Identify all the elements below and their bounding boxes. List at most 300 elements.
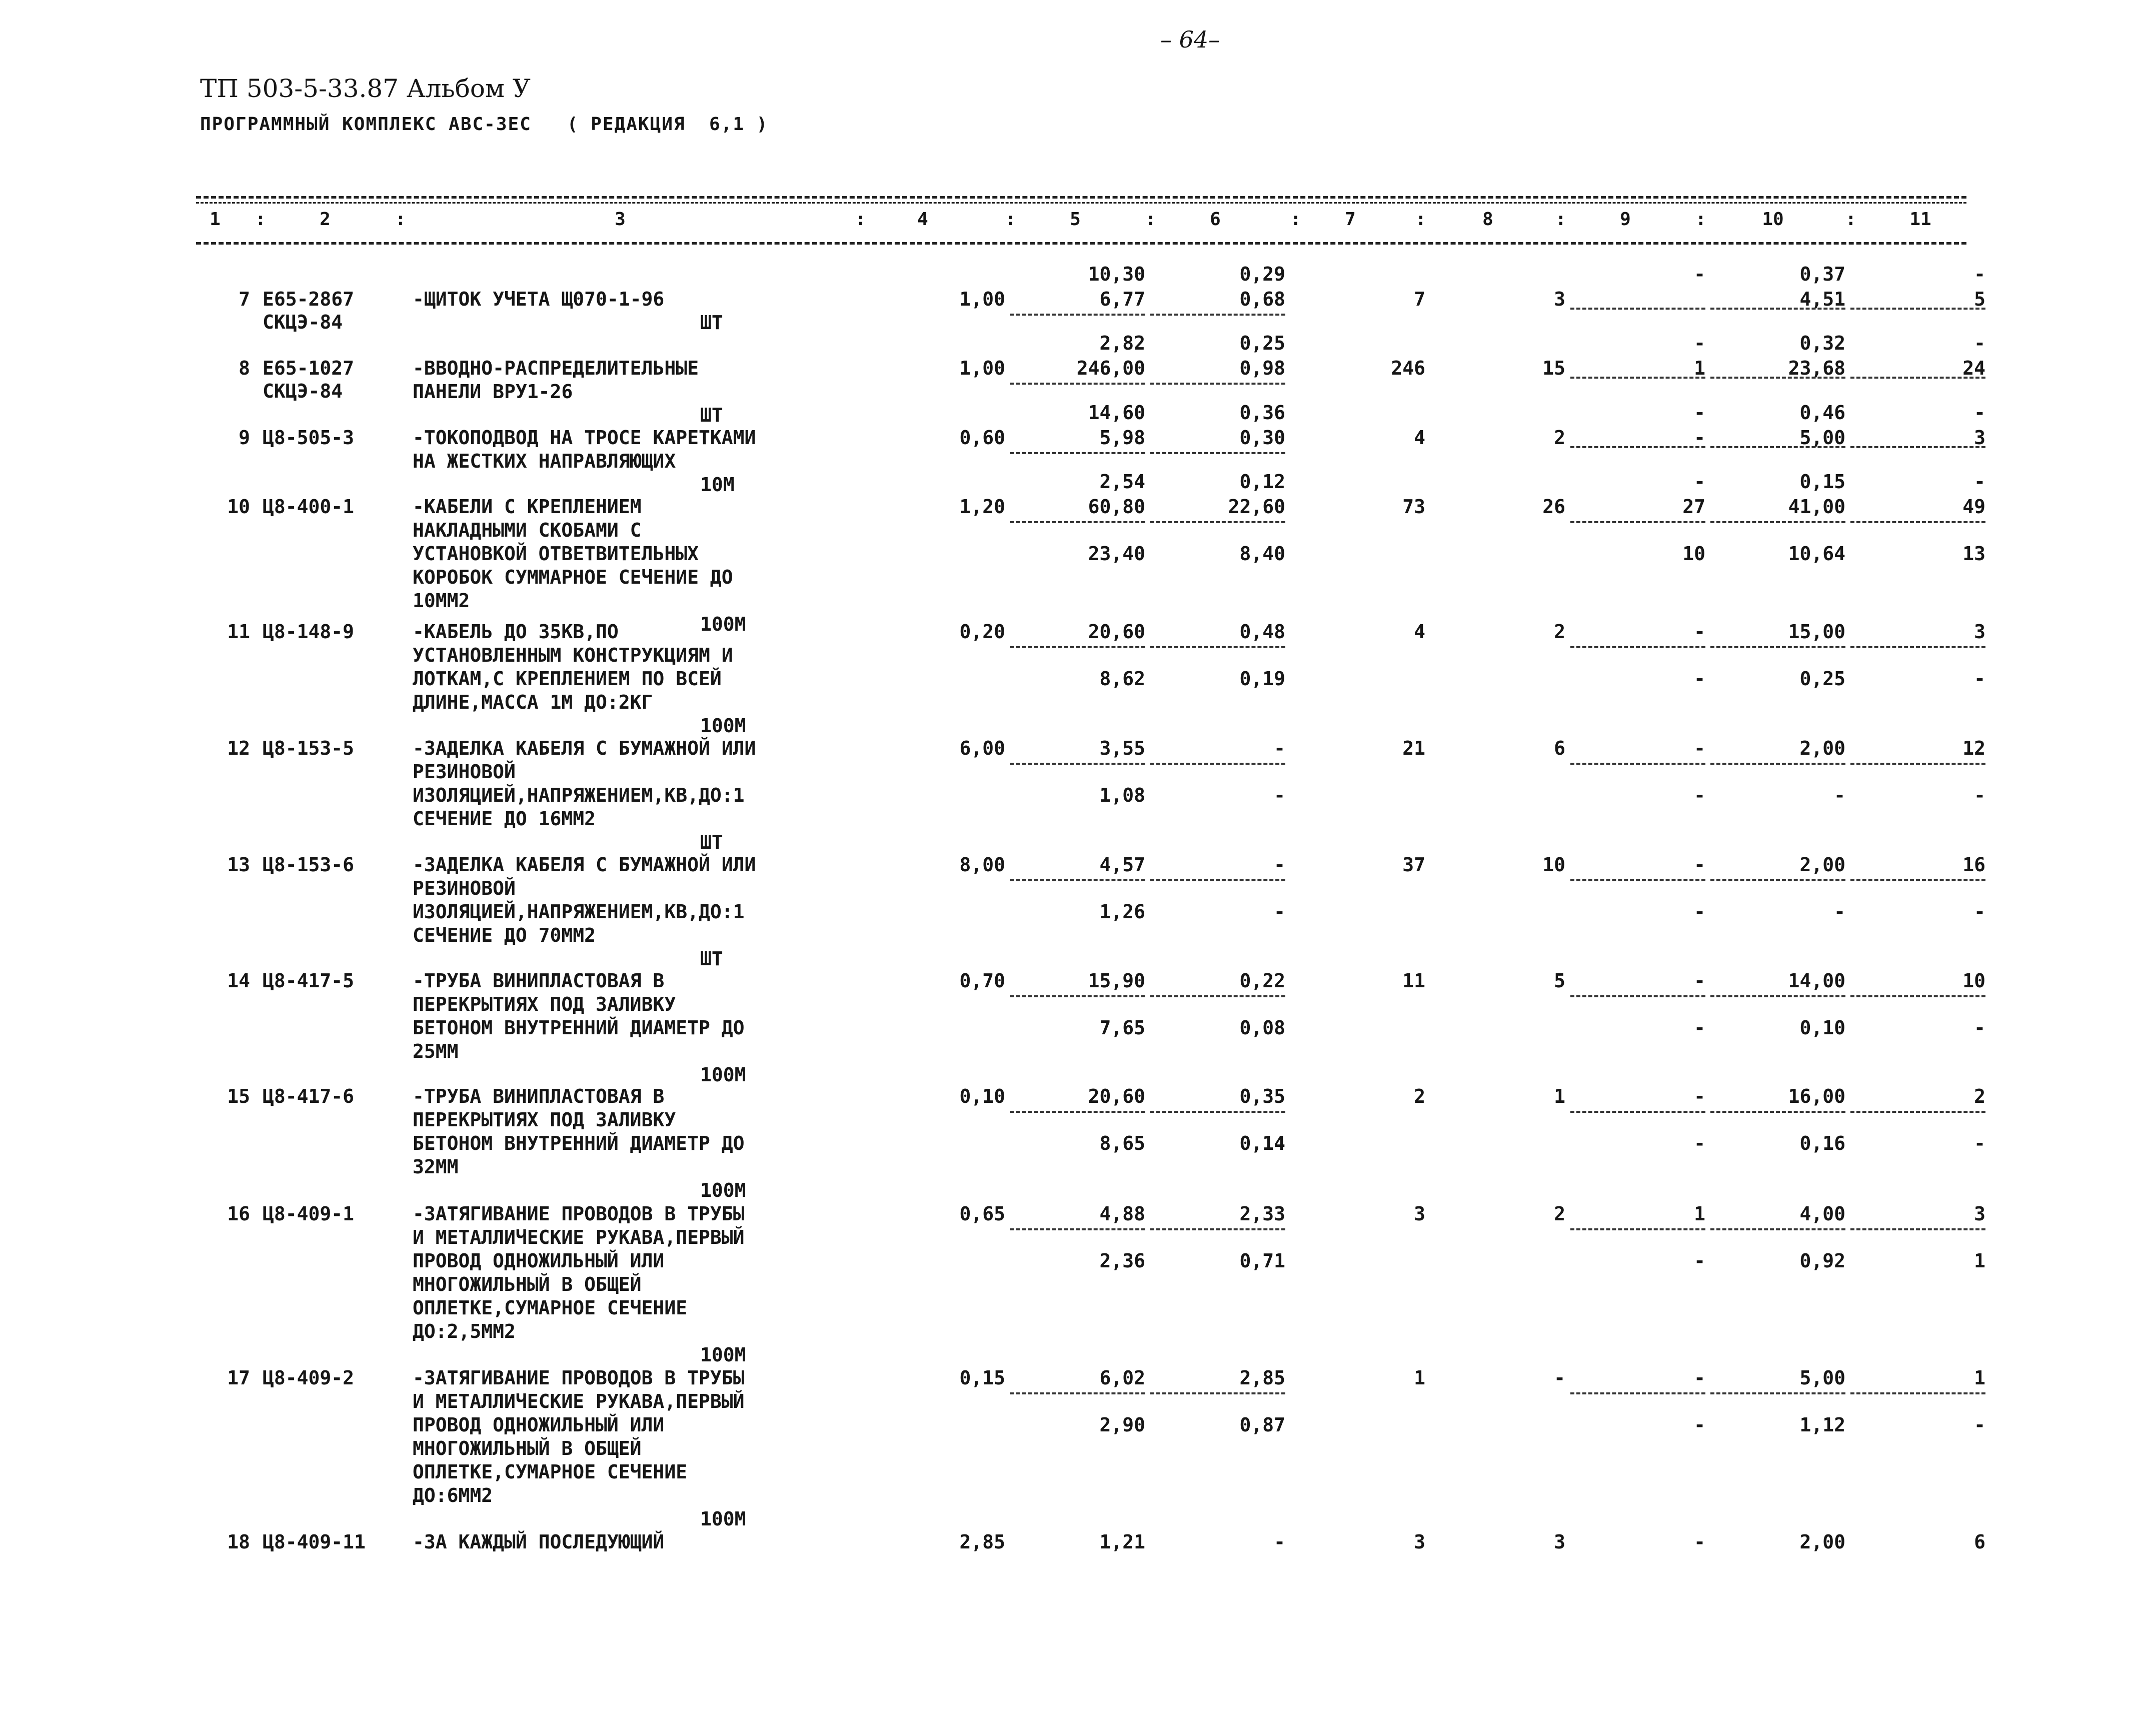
- value-separator: [1150, 452, 1285, 454]
- total-wage: 2: [1554, 1203, 1565, 1225]
- labor-total: 3: [1974, 621, 1985, 643]
- rate-code: Ц8-409-1: [263, 1203, 355, 1225]
- value-separator: [1570, 879, 1705, 881]
- row-number: 16: [227, 1203, 250, 1225]
- column-header-3: 3: [615, 209, 626, 230]
- total-cost: 3: [1414, 1203, 1425, 1225]
- rate-code: Ц8-153-5: [263, 737, 355, 759]
- work-description-line: -ЗАДЕЛКА КАБЕЛЯ С БУМАЖНОЙ ИЛИ: [413, 854, 756, 876]
- column-header-7: 7: [1345, 209, 1356, 230]
- rate-code: Ц8-409-2: [263, 1367, 355, 1389]
- unit-wage: -: [1274, 854, 1285, 876]
- unit-of-measure: ШТ: [700, 948, 723, 970]
- labor-total-bottom: 1: [1974, 1250, 1985, 1272]
- column-separator: :: [1845, 209, 1856, 230]
- column-header-9: 9: [1620, 209, 1631, 230]
- unit-of-measure: 100М: [700, 613, 746, 635]
- quantity: 0,20: [959, 621, 1005, 643]
- column-separator: :: [255, 209, 266, 230]
- work-description-line: БЕТОНОМ ВНУТРЕННИЙ ДИАМЕТР ДО: [413, 1017, 745, 1039]
- unit-wage: -: [1274, 737, 1285, 759]
- value-separator: [1570, 763, 1705, 765]
- machine-cost: -: [1694, 737, 1705, 759]
- total-cost: 11: [1402, 970, 1425, 992]
- unit-of-measure: 100М: [700, 1344, 746, 1366]
- unit-cost: 1,21: [1099, 1531, 1145, 1553]
- work-description-line: -ЩИТОК УЧЕТА Щ070-1-96: [413, 288, 665, 310]
- value-separator: [1710, 521, 1845, 523]
- labor-top: 0,37: [1799, 263, 1845, 285]
- rate-code: Ц8-409-11: [263, 1531, 366, 1553]
- labor-bottom: 0,92: [1799, 1250, 1845, 1272]
- unit-cost-bottom: 7,65: [1099, 1017, 1145, 1039]
- rate-code: Ц8-153-6: [263, 854, 355, 876]
- value-separator: [1150, 879, 1285, 881]
- unit-of-measure: 100М: [700, 715, 746, 737]
- quantity: 0,60: [959, 427, 1005, 449]
- machine-cost-bottom: -: [1694, 901, 1705, 923]
- quantity: 0,10: [959, 1085, 1005, 1107]
- total-cost: 1: [1414, 1367, 1425, 1389]
- work-description-line: 10ММ2: [413, 590, 470, 612]
- value-separator: [1150, 763, 1285, 765]
- unit-wage-bottom: 0,14: [1239, 1132, 1285, 1154]
- work-description-line: ДО:2,5ММ2: [413, 1320, 516, 1342]
- value-separator: [1710, 1392, 1845, 1394]
- machine-cost: -: [1694, 1085, 1705, 1107]
- unit-cost-top: 2,54: [1099, 471, 1145, 493]
- total-wage: 3: [1554, 1531, 1565, 1553]
- labor-total-bottom: -: [1974, 1414, 1985, 1436]
- labor-total-bottom: -: [1974, 784, 1985, 806]
- total-cost: 21: [1402, 737, 1425, 759]
- unit-of-measure: 100М: [700, 1179, 746, 1201]
- value-separator: [1150, 1228, 1285, 1230]
- unit-wage: 2,33: [1239, 1203, 1285, 1225]
- header-bottom-rule: [196, 242, 1966, 245]
- labor-total-bottom: 24: [1962, 357, 1985, 379]
- value-separator: [1010, 763, 1145, 765]
- row-number: 13: [227, 854, 250, 876]
- value-separator: [1010, 879, 1145, 881]
- total-cost: 4: [1414, 427, 1425, 449]
- unit-of-measure: 100М: [700, 1064, 746, 1086]
- row-number: 12: [227, 737, 250, 759]
- unit-wage: 0,30: [1239, 427, 1285, 449]
- unit-cost-bottom: 2,90: [1099, 1414, 1145, 1436]
- column-header-10: 10: [1762, 209, 1784, 230]
- machine-cost-top: -: [1694, 471, 1705, 493]
- unit-of-measure: 100М: [700, 1508, 746, 1530]
- work-description-line: ЛОТКАМ,С КРЕПЛЕНИЕМ ПО ВСЕЙ: [413, 668, 722, 690]
- value-separator: [1010, 314, 1145, 316]
- unit-wage: 0,98: [1239, 357, 1285, 379]
- unit-cost: 15,90: [1088, 970, 1145, 992]
- labor-total: 16: [1962, 854, 1985, 876]
- work-description-line: -ТРУБА ВИНИПЛАСТОВАЯ В: [413, 1085, 665, 1107]
- work-description-line: ИЗОЛЯЦИЕЙ,НАПРЯЖЕНИЕМ,КВ,ДО:1: [413, 784, 745, 806]
- row-number: 17: [227, 1367, 250, 1389]
- unit-wage-bottom: 0,08: [1239, 1017, 1285, 1039]
- value-separator: [1710, 646, 1845, 648]
- value-separator: [1010, 452, 1145, 454]
- rate-code: Ц8-505-3: [263, 427, 355, 449]
- header-top-rule: [196, 196, 1966, 199]
- machine-cost-bottom: -: [1694, 1250, 1705, 1272]
- value-separator: [1150, 1111, 1285, 1113]
- work-description-line: ПРОВОД ОДНОЖИЛЬНЫЙ ИЛИ: [413, 1414, 665, 1436]
- unit-wage-bottom: 8,40: [1239, 543, 1285, 565]
- machine-cost-bottom: -: [1694, 1132, 1705, 1154]
- value-separator: [1010, 1228, 1145, 1230]
- quantity: 6,00: [959, 737, 1005, 759]
- value-separator: [1850, 763, 1985, 765]
- column-header-4: 4: [917, 209, 928, 230]
- unit-cost-bottom: 8,65: [1099, 1132, 1145, 1154]
- column-separator: :: [395, 209, 406, 230]
- total-cost: 246: [1391, 357, 1425, 379]
- rate-code-catalog: СКЦЭ-84: [263, 311, 343, 333]
- work-description-line: РЕЗИНОВОЙ: [413, 761, 516, 783]
- total-cost: 2: [1414, 1085, 1425, 1107]
- rate-code: Е65-2867: [263, 288, 355, 310]
- value-separator: [1850, 521, 1985, 523]
- machine-cost: -: [1694, 854, 1705, 876]
- work-description-line: -ТРУБА ВИНИПЛАСТОВАЯ В: [413, 970, 665, 992]
- quantity: 1,00: [959, 288, 1005, 310]
- value-separator: [1710, 446, 1845, 448]
- value-separator: [1710, 879, 1845, 881]
- work-description-line: СЕЧЕНИЕ ДО 70ММ2: [413, 924, 596, 946]
- labor-bottom: 0,10: [1799, 1017, 1845, 1039]
- unit-cost-bottom: 1,08: [1099, 784, 1145, 806]
- header-top-rule-2: [196, 202, 1966, 204]
- unit-cost: 6,77: [1099, 288, 1145, 310]
- labor-bottom: 0,25: [1799, 668, 1845, 690]
- value-separator: [1710, 1111, 1845, 1113]
- machine-cost: -: [1694, 1367, 1705, 1389]
- document-title: ТП 503-5-33.87 Альбом У: [200, 74, 531, 103]
- labor-total-top: -: [1974, 402, 1985, 424]
- unit-wage: 0,68: [1239, 288, 1285, 310]
- unit-cost-top: 14,60: [1088, 402, 1145, 424]
- machine-cost-bottom: -: [1694, 1414, 1705, 1436]
- unit-wage-top: 0,36: [1239, 402, 1285, 424]
- work-description-line: УСТАНОВЛЕННЫМ КОНСТРУКЦИЯМ И: [413, 644, 733, 666]
- labor-top: 0,15: [1799, 471, 1845, 493]
- unit-wage-top: 0,12: [1239, 471, 1285, 493]
- value-separator: [1710, 763, 1845, 765]
- labor: 5,00: [1799, 1367, 1845, 1389]
- work-description-line: ОПЛЕТКЕ,СУМАРНОЕ СЕЧЕНИЕ: [413, 1297, 688, 1319]
- value-separator: [1570, 521, 1705, 523]
- column-header-11: 11: [1909, 209, 1931, 230]
- work-description-line: ПЕРЕКРЫТИЯХ ПОД ЗАЛИВКУ: [413, 1109, 676, 1131]
- value-separator: [1850, 646, 1985, 648]
- machine-cost-mid: 27: [1682, 496, 1705, 518]
- labor-top: 0,32: [1799, 332, 1845, 354]
- unit-of-measure: ШТ: [700, 312, 723, 334]
- labor-total: 12: [1962, 737, 1985, 759]
- unit-wage: 0,48: [1239, 621, 1285, 643]
- labor: 2,00: [1799, 737, 1845, 759]
- unit-wage: 22,60: [1228, 496, 1285, 518]
- unit-cost: 5,98: [1099, 427, 1145, 449]
- total-wage: -: [1554, 1367, 1565, 1389]
- work-description-line: -КАБЕЛИ С КРЕПЛЕНИЕМ: [413, 496, 642, 518]
- machine-cost-bottom: -: [1694, 427, 1705, 449]
- row-number: 8: [239, 357, 250, 379]
- column-header-6: 6: [1210, 209, 1221, 230]
- document-subtitle: ПРОГРАММНЫЙ КОМПЛЕКС АВС-3ЕС ( РЕДАКЦИЯ 6,1 ): [200, 114, 769, 135]
- rate-code-catalog: СКЦЭ-84: [263, 380, 343, 402]
- value-separator: [1570, 1228, 1705, 1230]
- value-separator: [1850, 1392, 1985, 1394]
- quantity: 0,65: [959, 1203, 1005, 1225]
- labor-top: 0,46: [1799, 402, 1845, 424]
- value-separator: [1570, 1111, 1705, 1113]
- value-separator: [1570, 308, 1705, 310]
- work-description-line: -ЗА КАЖДЫЙ ПОСЛЕДУЮЩИЙ: [413, 1531, 665, 1553]
- value-separator: [1010, 1111, 1145, 1113]
- value-separator: [1010, 521, 1145, 523]
- unit-wage-bottom: -: [1274, 784, 1285, 806]
- work-description-line: РЕЗИНОВОЙ: [413, 877, 516, 899]
- total-wage: 5: [1554, 970, 1565, 992]
- work-description-line: НА ЖЕСТКИХ НАПРАВЛЯЮЩИХ: [413, 450, 676, 472]
- labor-bottom: 5,00: [1799, 427, 1845, 449]
- labor-mid: 41,00: [1788, 496, 1845, 518]
- work-description-line: УСТАНОВКОЙ ОТВЕТВИТЕЛЬНЫХ: [413, 543, 699, 565]
- work-description-line: НАКЛАДНЫМИ СКОБАМИ С: [413, 519, 642, 541]
- value-separator: [1150, 995, 1285, 997]
- value-separator: [1010, 383, 1145, 385]
- work-description-line: -ТОКОПОДВОД НА ТРОСЕ КАРЕТКАМИ: [413, 427, 756, 449]
- machine-cost: 1: [1694, 1203, 1705, 1225]
- value-separator: [1710, 377, 1845, 379]
- value-separator: [1150, 1392, 1285, 1394]
- labor: 16,00: [1788, 1085, 1845, 1107]
- unit-cost: 60,80: [1088, 496, 1145, 518]
- labor-bottom: 23,68: [1788, 357, 1845, 379]
- unit-of-measure: ШТ: [700, 404, 723, 426]
- total-wage: 3: [1554, 288, 1565, 310]
- labor: 2,00: [1799, 1531, 1845, 1553]
- unit-wage-bottom: -: [1274, 901, 1285, 923]
- unit-wage-bottom: 0,87: [1239, 1414, 1285, 1436]
- work-description-line: ИЗОЛЯЦИЕЙ,НАПРЯЖЕНИЕМ,КВ,ДО:1: [413, 901, 745, 923]
- work-description-line: -КАБЕЛЬ ДО 35КВ,ПО: [413, 621, 619, 643]
- row-number: 11: [227, 621, 250, 643]
- labor-total: 6: [1974, 1531, 1985, 1553]
- work-description-line: И МЕТАЛЛИЧЕСКИЕ РУКАВА,ПЕРВЫЙ: [413, 1226, 745, 1248]
- work-description-line: ОПЛЕТКЕ,СУМАРНОЕ СЕЧЕНИЕ: [413, 1461, 688, 1483]
- work-description-line: КОРОБОК СУММАРНОЕ СЕЧЕНИЕ ДО: [413, 566, 733, 588]
- quantity: 8,00: [959, 854, 1005, 876]
- column-header-8: 8: [1482, 209, 1493, 230]
- labor-total-top: -: [1974, 471, 1985, 493]
- total-wage: 6: [1554, 737, 1565, 759]
- labor-total-bottom: -: [1974, 1132, 1985, 1154]
- machine-cost-bottom: -: [1694, 784, 1705, 806]
- work-description-line: -ЗАТЯГИВАНИЕ ПРОВОДОВ В ТРУБЫ: [413, 1367, 745, 1389]
- labor-total-bottom: -: [1974, 1017, 1985, 1039]
- value-separator: [1150, 314, 1285, 316]
- total-wage: 2: [1554, 621, 1565, 643]
- total-wage: 15: [1542, 357, 1565, 379]
- labor-total-bottom: -: [1974, 901, 1985, 923]
- machine-cost-bottom: 10: [1682, 543, 1705, 565]
- value-separator: [1850, 1228, 1985, 1230]
- machine-cost-top: -: [1694, 402, 1705, 424]
- rate-code: Ц8-148-9: [263, 621, 355, 643]
- labor-bottom: -: [1834, 784, 1845, 806]
- labor-total-bottom: 5: [1974, 288, 1985, 310]
- value-separator: [1150, 521, 1285, 523]
- page-number: – 64–: [1160, 26, 1220, 53]
- labor-total-top: -: [1974, 332, 1985, 354]
- labor-total-top: -: [1974, 263, 1985, 285]
- labor-bottom: 10,64: [1788, 543, 1845, 565]
- labor-bottom: 4,51: [1799, 288, 1845, 310]
- total-cost: 7: [1414, 288, 1425, 310]
- work-description-line: 32ММ: [413, 1156, 459, 1178]
- total-wage: 26: [1542, 496, 1565, 518]
- labor-bottom: -: [1834, 901, 1845, 923]
- machine-cost: -: [1694, 621, 1705, 643]
- row-number: 9: [239, 427, 250, 449]
- column-header-5: 5: [1070, 209, 1081, 230]
- value-separator: [1570, 377, 1705, 379]
- total-cost: 4: [1414, 621, 1425, 643]
- labor-total: 3: [1974, 1203, 1985, 1225]
- work-description-line: БЕТОНОМ ВНУТРЕННИЙ ДИАМЕТР ДО: [413, 1132, 745, 1154]
- labor: 2,00: [1799, 854, 1845, 876]
- unit-wage: 0,35: [1239, 1085, 1285, 1107]
- value-separator: [1150, 383, 1285, 385]
- rate-code: Е65-1027: [263, 357, 355, 379]
- unit-cost-top: 10,30: [1088, 263, 1145, 285]
- column-separator: :: [1415, 209, 1426, 230]
- rate-code: Ц8-417-5: [263, 970, 355, 992]
- unit-cost: 20,60: [1088, 621, 1145, 643]
- value-separator: [1710, 995, 1845, 997]
- value-separator: [1710, 308, 1845, 310]
- labor: 15,00: [1788, 621, 1845, 643]
- quantity: 2,85: [959, 1531, 1005, 1553]
- unit-wage-bottom: 0,71: [1239, 1250, 1285, 1272]
- unit-cost-bottom: 23,40: [1088, 543, 1145, 565]
- value-separator: [1850, 446, 1985, 448]
- column-separator: :: [1005, 209, 1016, 230]
- total-cost: 37: [1402, 854, 1425, 876]
- unit-cost: 4,88: [1099, 1203, 1145, 1225]
- machine-cost: -: [1694, 1531, 1705, 1553]
- work-description-line: -ЗАТЯГИВАНИЕ ПРОВОДОВ В ТРУБЫ: [413, 1203, 745, 1225]
- labor-total: 1: [1974, 1367, 1985, 1389]
- labor: 4,00: [1799, 1203, 1845, 1225]
- work-description-line: ДО:6ММ2: [413, 1484, 493, 1506]
- unit-wage: 2,85: [1239, 1367, 1285, 1389]
- unit-cost: 246,00: [1076, 357, 1145, 379]
- machine-cost: -: [1694, 970, 1705, 992]
- row-number: 15: [227, 1085, 250, 1107]
- work-description-line: ПРОВОД ОДНОЖИЛЬНЫЙ ИЛИ: [413, 1250, 665, 1272]
- value-separator: [1010, 646, 1145, 648]
- total-wage: 2: [1554, 427, 1565, 449]
- column-separator: :: [1695, 209, 1706, 230]
- unit-wage-top: 0,25: [1239, 332, 1285, 354]
- column-separator: :: [1555, 209, 1566, 230]
- total-cost: 73: [1402, 496, 1425, 518]
- value-separator: [1850, 377, 1985, 379]
- unit-cost-top: 2,82: [1099, 332, 1145, 354]
- work-description-line: ПЕРЕКРЫТИЯХ ПОД ЗАЛИВКУ: [413, 993, 676, 1015]
- unit-cost-bottom: 8,62: [1099, 668, 1145, 690]
- machine-cost-top: -: [1694, 263, 1705, 285]
- work-description-line: -ВВОДНО-РАСПРЕДЕЛИТЕЛЬНЫЕ: [413, 357, 699, 379]
- total-wage: 1: [1554, 1085, 1565, 1107]
- column-separator: :: [1290, 209, 1301, 230]
- row-number: 14: [227, 970, 250, 992]
- work-description-line: ДЛИНЕ,МАССА 1М ДО:2КГ: [413, 691, 653, 713]
- row-number: 7: [239, 288, 250, 310]
- column-header-1: 1: [210, 209, 221, 230]
- value-separator: [1150, 646, 1285, 648]
- value-separator: [1010, 995, 1145, 997]
- labor-total-bottom: -: [1974, 668, 1985, 690]
- unit-wage: -: [1274, 1531, 1285, 1553]
- labor-total-bottom: 13: [1962, 543, 1985, 565]
- machine-cost-bottom: -: [1694, 668, 1705, 690]
- rate-code: Ц8-400-1: [263, 496, 355, 518]
- labor: 14,00: [1788, 970, 1845, 992]
- value-separator: [1850, 879, 1985, 881]
- value-separator: [1570, 446, 1705, 448]
- unit-of-measure: 10М: [700, 474, 735, 496]
- labor-total: 2: [1974, 1085, 1985, 1107]
- work-description-line: И МЕТАЛЛИЧЕСКИЕ РУКАВА,ПЕРВЫЙ: [413, 1390, 745, 1412]
- value-separator: [1570, 646, 1705, 648]
- value-separator: [1850, 308, 1985, 310]
- work-description-line: МНОГОЖИЛЬНЫЙ В ОБЩЕЙ: [413, 1273, 642, 1295]
- unit-cost: 4,57: [1099, 854, 1145, 876]
- machine-cost-top: -: [1694, 332, 1705, 354]
- value-separator: [1010, 1392, 1145, 1394]
- quantity: 0,70: [959, 970, 1005, 992]
- unit-wage: 0,22: [1239, 970, 1285, 992]
- unit-cost-bottom: 1,26: [1099, 901, 1145, 923]
- quantity: 1,00: [959, 357, 1005, 379]
- value-separator: [1710, 1228, 1845, 1230]
- labor-total-mid: 49: [1962, 496, 1985, 518]
- work-description-line: СЕЧЕНИЕ ДО 16ММ2: [413, 808, 596, 830]
- value-separator: [1570, 995, 1705, 997]
- quantity: 0,15: [959, 1367, 1005, 1389]
- column-header-2: 2: [320, 209, 331, 230]
- column-separator: :: [855, 209, 866, 230]
- row-number: 18: [227, 1531, 250, 1553]
- labor-bottom: 0,16: [1799, 1132, 1845, 1154]
- total-wage: 10: [1542, 854, 1565, 876]
- unit-cost: 3,55: [1099, 737, 1145, 759]
- unit-of-measure: ШТ: [700, 831, 723, 853]
- quantity: 1,20: [959, 496, 1005, 518]
- rate-code: Ц8-417-6: [263, 1085, 355, 1107]
- work-description-line: 25ММ: [413, 1040, 459, 1062]
- work-description-line: ПАНЕЛИ ВРУ1-26: [413, 381, 573, 403]
- value-separator: [1850, 1111, 1985, 1113]
